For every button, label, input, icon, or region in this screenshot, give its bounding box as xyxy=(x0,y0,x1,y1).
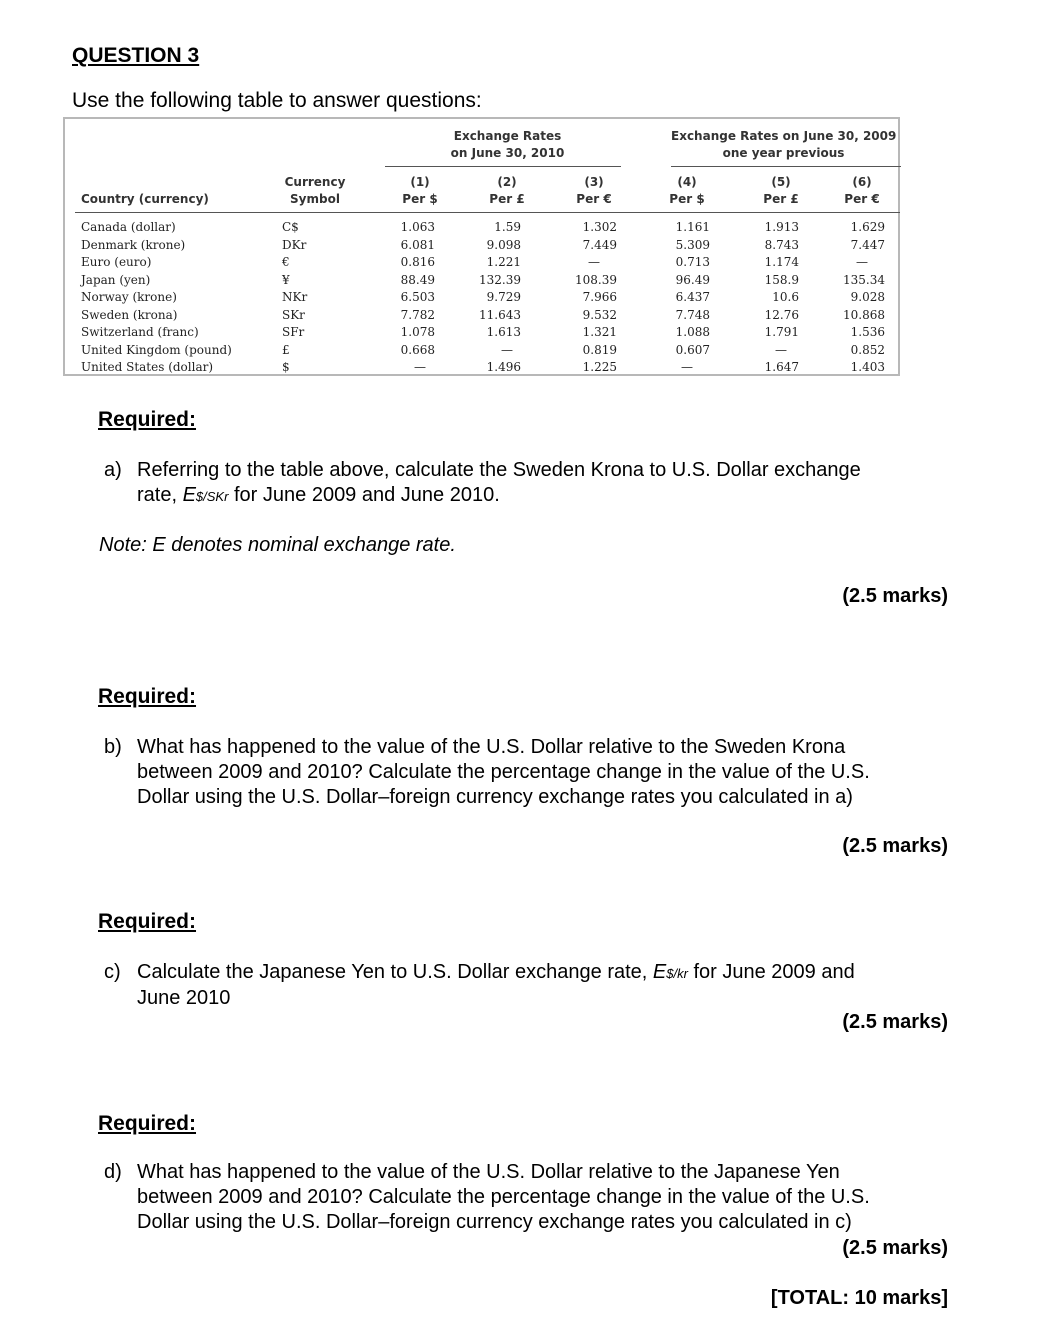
cell-value: 10.6 xyxy=(772,290,799,304)
cell-value: 1.088 xyxy=(675,325,710,339)
marks-d: (2.5 marks) xyxy=(842,1237,948,1259)
cell-value: 96.49 xyxy=(675,272,710,287)
part-d-text: What has happened to the value of the U.S. Dollar relative to the Japanese Yen between 2009 and 2010? Calculate the percentage change in the value of the U.S. Dollar using the U.S. Dollar–foreign currency exchange rates you calculated in c) xyxy=(137,1161,870,1233)
header-underline xyxy=(75,212,900,213)
cell-value: 12.76 xyxy=(764,307,799,322)
cell-value: 8.743 xyxy=(764,237,799,252)
cell-symbol: DKr xyxy=(282,237,307,252)
cell-value: 1.063 xyxy=(400,220,435,234)
cell-value: 9.532 xyxy=(582,307,617,322)
cell-value: 6.081 xyxy=(400,237,435,252)
cell-symbol: NKr xyxy=(282,290,308,304)
question-title: QUESTION 3 xyxy=(72,44,200,67)
cell-symbol: SKr xyxy=(282,307,305,322)
header-col-6: (6) Per € xyxy=(844,175,880,206)
cell-symbol: € xyxy=(282,255,290,269)
cell-country: Sweden (krona) xyxy=(81,307,178,322)
part-c-label: c) xyxy=(104,961,121,983)
cell-symbol: SFr xyxy=(282,325,305,339)
cell-symbol: £ xyxy=(282,342,290,357)
cell-value: 1.647 xyxy=(764,360,799,374)
cell-value: 7.748 xyxy=(675,307,710,322)
cell-value: 1.536 xyxy=(850,325,885,339)
cell-value: — xyxy=(856,255,868,269)
cell-value: 1.321 xyxy=(582,325,617,339)
cell-value: 108.39 xyxy=(575,272,617,287)
cell-value: 0.668 xyxy=(400,342,435,357)
group-header-2010: Exchange Rates on June 30, 2010 xyxy=(450,129,565,160)
cell-symbol: C$ xyxy=(282,220,299,234)
group-underline-2009 xyxy=(671,166,901,167)
cell-value: 1.613 xyxy=(486,325,521,339)
header-col-1: (1) Per $ xyxy=(402,175,438,206)
cell-value: 0.852 xyxy=(850,342,885,357)
cell-value: 1.403 xyxy=(850,360,885,374)
cell-value: 0.816 xyxy=(400,255,435,269)
cell-value: — xyxy=(775,342,787,357)
group-underline-2010 xyxy=(385,166,621,167)
cell-symbol: $ xyxy=(282,360,290,374)
cell-country: Norway (krone) xyxy=(81,290,177,304)
cell-value: 1.913 xyxy=(764,220,799,234)
cell-country: Switzerland (franc) xyxy=(81,325,199,339)
total-marks: [TOTAL: 10 marks] xyxy=(770,1287,948,1309)
cell-country: Japan (yen) xyxy=(81,272,151,287)
cell-value: 5.309 xyxy=(675,237,710,252)
required-label-c: Required: xyxy=(98,910,197,933)
part-d-label: d) xyxy=(104,1161,122,1183)
cell-country: United States (dollar) xyxy=(81,360,214,374)
header-symbol: Currency Symbol xyxy=(284,175,346,206)
note-text: Note: E denotes nominal exchange rate. xyxy=(99,534,456,556)
cell-value: — xyxy=(588,255,600,269)
part-b-text: What has happened to the value of the U.S. Dollar relative to the Sweden Krona between 2009 and 2010? Calculate the percentage change in the value of the U.S. Dollar using the U.S. Dollar–foreign currency exchange rates you calculated in a) xyxy=(137,736,870,808)
required-label-b: Required: xyxy=(98,685,197,708)
header-country: Country (currency) xyxy=(81,192,209,206)
cell-value: 1.791 xyxy=(764,325,799,339)
cell-country: Canada (dollar) xyxy=(81,220,176,234)
part-a-label: a) xyxy=(104,459,122,481)
cell-value: — xyxy=(414,360,426,374)
cell-country: Denmark (krone) xyxy=(81,237,186,252)
part-c-text: Calculate the Japanese Yen to U.S. Dollar exchange rate, E$/kr for June 2009 and June 2010 xyxy=(137,961,855,1009)
cell-value: 1.174 xyxy=(764,255,799,269)
cell-value: 1.496 xyxy=(486,360,521,374)
cell-country: Euro (euro) xyxy=(81,255,152,269)
cell-value: 7.449 xyxy=(582,237,617,252)
cell-value: — xyxy=(681,360,693,374)
required-label-d: Required: xyxy=(98,1112,197,1135)
cell-value: 9.729 xyxy=(486,290,521,304)
cell-value: 7.966 xyxy=(582,290,617,304)
part-b-label: b) xyxy=(104,736,122,758)
cell-value: 11.643 xyxy=(479,307,521,322)
exchange-rate-table xyxy=(63,117,900,376)
intro-text: Use the following table to answer questions: xyxy=(72,89,482,112)
header-col-5: (5) Per £ xyxy=(763,175,799,206)
required-label-a: Required: xyxy=(98,408,197,431)
marks-c: (2.5 marks) xyxy=(842,1011,948,1033)
part-a-text: Referring to the table above, calculate the Sweden Krona to U.S. Dollar exchange rate, E$/SKr for June 2009 and June 2010. xyxy=(137,459,861,506)
cell-value: 9.098 xyxy=(486,237,521,252)
group-header-2009: Exchange Rates on June 30, 2009 one year previous xyxy=(671,129,897,160)
cell-value: 135.34 xyxy=(843,272,885,287)
cell-value: 0.819 xyxy=(582,342,617,357)
marks-a: (2.5 marks) xyxy=(842,585,948,607)
cell-value: 6.503 xyxy=(400,290,435,304)
cell-value: 1.225 xyxy=(582,360,617,374)
cell-value: 0.713 xyxy=(675,255,710,269)
cell-symbol: ¥ xyxy=(282,272,290,287)
cell-value: 1.161 xyxy=(675,220,710,234)
cell-value: 132.39 xyxy=(479,272,521,287)
cell-value: 1.221 xyxy=(486,255,521,269)
cell-value: 6.437 xyxy=(675,290,710,304)
cell-value: 9.028 xyxy=(850,290,885,304)
header-col-4: (4) Per $ xyxy=(669,175,705,206)
cell-value: 1.302 xyxy=(582,220,617,234)
cell-value: 0.607 xyxy=(675,342,710,357)
cell-country: United Kingdom (pound) xyxy=(81,342,232,357)
cell-value: 158.9 xyxy=(764,272,799,287)
cell-value: 88.49 xyxy=(400,272,435,287)
cell-value: 1.629 xyxy=(850,220,885,234)
marks-b: (2.5 marks) xyxy=(842,835,948,857)
cell-value: 1.59 xyxy=(494,220,521,234)
cell-value: 7.447 xyxy=(850,237,885,252)
cell-value: — xyxy=(501,342,513,357)
header-col-3: (3) Per € xyxy=(576,175,612,206)
cell-value: 1.078 xyxy=(400,325,435,339)
cell-value: 7.782 xyxy=(400,307,435,322)
header-col-2: (2) Per £ xyxy=(489,175,525,206)
cell-value: 10.868 xyxy=(843,307,885,322)
